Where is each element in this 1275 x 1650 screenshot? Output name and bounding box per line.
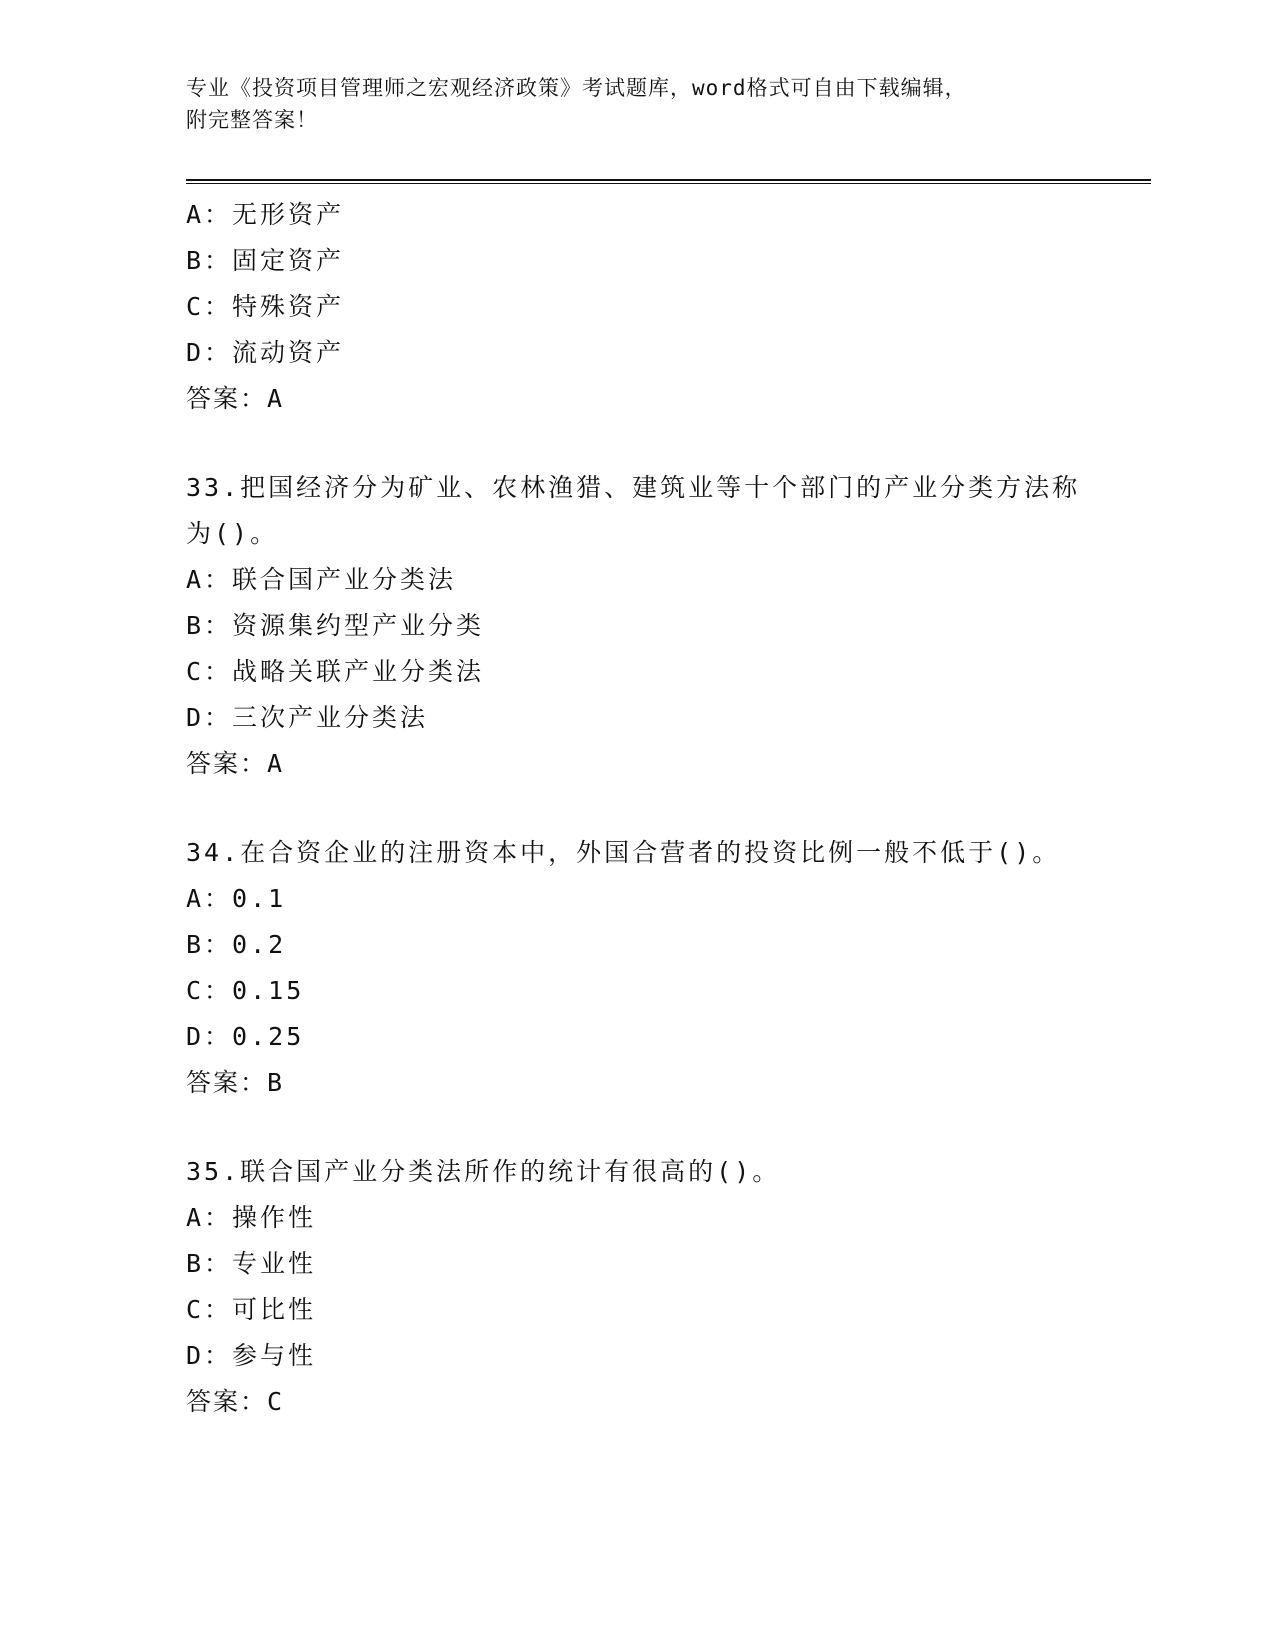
option-b: B：专业性 bbox=[186, 1249, 317, 1278]
question-stem: 35.联合国产业分类法所作的统计有很高的()。 bbox=[186, 1157, 781, 1186]
answer-label: 答案： bbox=[186, 384, 268, 413]
question-stem: 34.在合资企业的注册资本中，外国合营者的投资比例一般不低于()。 bbox=[186, 838, 1061, 867]
option-c: C：可比性 bbox=[186, 1295, 317, 1324]
option-b: B：资源集约型产业分类 bbox=[186, 611, 485, 640]
option-d: D：流动资产 bbox=[186, 338, 345, 367]
question-stem: 33.把国经济分为矿业、农林渔猎、建筑业等十个部门的产业分类方法称为()。 bbox=[186, 473, 1081, 548]
option-c: C：战略关联产业分类法 bbox=[186, 657, 485, 686]
answer-label: 答案： bbox=[186, 749, 268, 778]
answer-label: 答案： bbox=[186, 1068, 268, 1097]
question-33 bbox=[186, 465, 1151, 787]
option-b: B：0.2 bbox=[186, 930, 287, 959]
option-d: D：三次产业分类法 bbox=[186, 703, 429, 732]
answer bbox=[186, 1379, 1151, 1425]
option-c: C：特殊资产 bbox=[186, 292, 345, 321]
option-d: D：0.25 bbox=[186, 1022, 305, 1051]
answer-value: A bbox=[267, 749, 285, 778]
answer-value: A bbox=[267, 384, 285, 413]
option-a: A：无形资产 bbox=[186, 200, 345, 229]
answer-label: 答案： bbox=[186, 1387, 268, 1416]
option-a: A：联合国产业分类法 bbox=[186, 565, 457, 594]
answer bbox=[186, 376, 1151, 422]
header-line-1: 专业《投资项目管理师之宏观经济政策》考试题库，word格式可自由下载编辑， bbox=[186, 76, 967, 100]
option-b: B：固定资产 bbox=[186, 246, 345, 275]
answer-value: B bbox=[267, 1068, 285, 1097]
option-d: D：参与性 bbox=[186, 1341, 317, 1370]
question-list bbox=[186, 192, 1151, 1425]
header-line-2: 附完整答案！ bbox=[186, 108, 318, 132]
answer bbox=[186, 741, 1151, 787]
question-32 bbox=[186, 192, 1151, 422]
question-35 bbox=[186, 1149, 1151, 1425]
option-a: A：操作性 bbox=[186, 1203, 317, 1232]
question-34 bbox=[186, 830, 1151, 1106]
answer-value: C bbox=[267, 1387, 285, 1416]
answer bbox=[186, 1060, 1151, 1106]
option-c: C：0.15 bbox=[186, 976, 305, 1005]
document-header bbox=[186, 72, 1086, 136]
header-divider bbox=[186, 179, 1151, 184]
option-a: A：0.1 bbox=[186, 884, 287, 913]
